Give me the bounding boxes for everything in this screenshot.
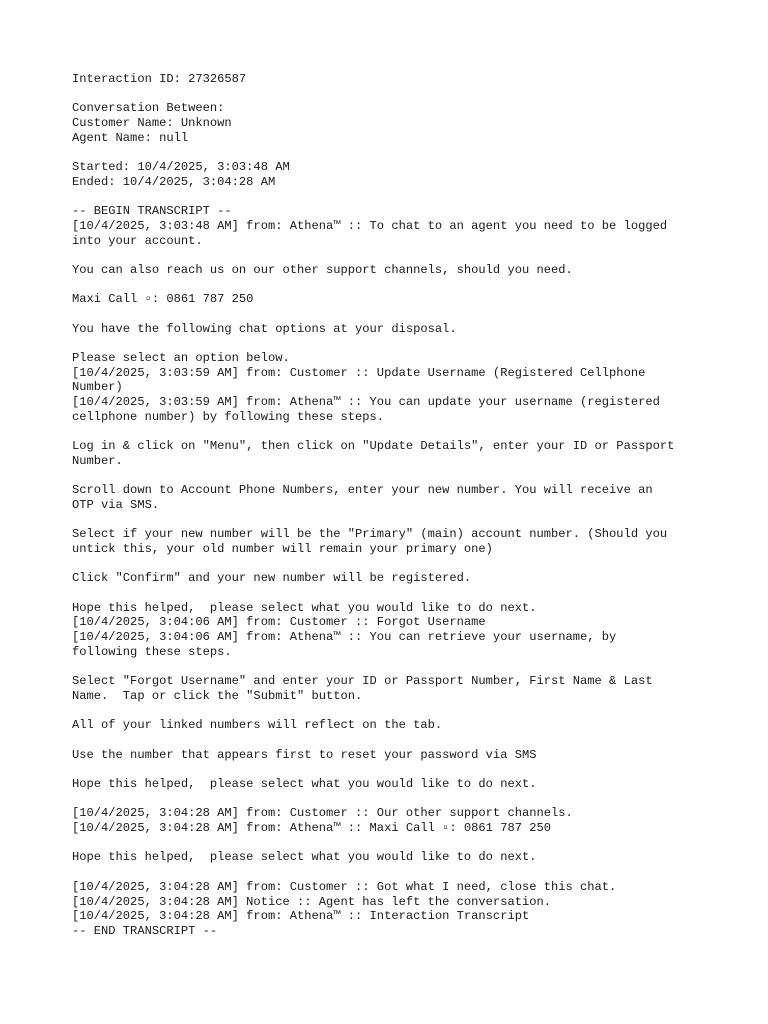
transcript-line: [10/4/2025, 3:04:06 AM] from: Athena™ :: You can retrieve your username, by	[72, 630, 617, 645]
transcript-line	[72, 704, 712, 719]
transcript-begin-marker: -- BEGIN TRANSCRIPT --	[72, 204, 232, 219]
transcript-line: Maxi Call ▫: 0861 787 250	[72, 292, 254, 307]
transcript-line: cellphone number) by following these steps.	[72, 409, 385, 424]
transcript-line: [10/4/2025, 3:03:48 AM] from: Athena™ :: To chat to an agent you need to be logged	[72, 218, 668, 233]
interaction-id: Interaction ID: 27326587	[72, 72, 247, 86]
transcript-line: Number)	[72, 380, 123, 395]
transcript-line	[72, 733, 712, 748]
transcript-line: [10/4/2025, 3:03:59 AM] from: Athena™ :: You can update your username (registered	[72, 395, 660, 410]
transcript-line: Number.	[72, 453, 123, 468]
agent-name: Agent Name: null	[72, 130, 189, 145]
transcript-line: OTP via SMS.	[72, 497, 160, 512]
transcript-line: following these steps.	[72, 644, 232, 659]
transcript-line	[72, 425, 712, 440]
spacer	[72, 145, 712, 160]
spacer	[72, 190, 712, 205]
transcript-line: [10/4/2025, 3:04:28 AM] from: Customer :: Our other support channels.	[72, 806, 573, 821]
transcript-end-marker: -- END TRANSCRIPT --	[72, 923, 218, 938]
transcript-line: Hope this helped, please select what you would like to do next.	[72, 777, 537, 791]
customer-name: Customer Name: Unknown	[72, 116, 232, 131]
transcript-line	[72, 307, 712, 322]
transcript-line: into your account.	[72, 233, 203, 248]
transcript-line	[72, 278, 712, 293]
spacer	[72, 87, 712, 102]
transcript-line: All of your linked numbers will reflect on the tab.	[72, 718, 443, 733]
transcript-line: Use the number that appears first to reset your password via SMS	[72, 747, 537, 762]
transcript-line: [10/4/2025, 3:04:28 AM] from: Customer :: Got what I need, close this chat.	[72, 879, 617, 894]
ended-time: Ended: 10/4/2025, 3:04:28 AM	[72, 174, 276, 189]
transcript-line: You have the following chat options at your disposal.	[72, 321, 457, 336]
transcript-line: Scroll down to Account Phone Numbers, enter your new number. You will receive an	[72, 483, 653, 498]
transcript-line: Hope this helped, please select what you would like to do next.	[72, 850, 537, 865]
transcript-line	[72, 762, 712, 777]
transcript-line	[72, 836, 712, 851]
transcript-body	[72, 219, 712, 924]
transcript-line	[72, 586, 712, 601]
transcript-line: Select if your new number will be the "Primary" (main) account number. (Should you	[72, 527, 668, 542]
transcript-line: Hope this helped, please select what you would like to do next.	[72, 600, 537, 615]
transcript-line	[72, 557, 712, 572]
transcript-line: Name. Tap or click the "Submit" button.	[72, 688, 363, 703]
transcript-line	[72, 865, 712, 880]
transcript-line	[72, 248, 712, 263]
transcript-line: Log in & click on "Menu", then click on "Update Details", enter your ID or Passport	[72, 439, 675, 454]
transcript-line: [10/4/2025, 3:04:28 AM] Notice :: Agent has left the conversation.	[72, 894, 551, 909]
transcript-line: [10/4/2025, 3:04:28 AM] from: Athena™ :: Interaction Transcript	[72, 909, 530, 924]
transcript-line: Select "Forgot Username" and enter your ID or Passport Number, First Name & Last	[72, 674, 653, 689]
transcript-line	[72, 469, 712, 484]
transcript-line: [10/4/2025, 3:04:28 AM] from: Athena™ :: Maxi Call ▫: 0861 787 250	[72, 821, 551, 836]
transcript-line: Click "Confirm" and your new number will be registered.	[72, 571, 472, 586]
transcript-line	[72, 513, 712, 528]
transcript-line	[72, 336, 712, 351]
transcript-line: [10/4/2025, 3:03:59 AM] from: Customer :: Update Username (Registered Cellphone	[72, 365, 646, 380]
transcript-document	[72, 72, 712, 939]
conversation-between-label: Conversation Between:	[72, 101, 225, 116]
transcript-line: untick this, your old number will remain your primary one)	[72, 542, 493, 556]
transcript-line: [10/4/2025, 3:04:06 AM] from: Customer :: Forgot Username	[72, 615, 486, 630]
started-time: Started: 10/4/2025, 3:03:48 AM	[72, 160, 290, 175]
transcript-line: You can also reach us on our other support channels, should you need.	[72, 262, 573, 277]
transcript-line	[72, 660, 712, 675]
transcript-line: Please select an option below.	[72, 351, 290, 366]
transcript-line	[72, 792, 712, 807]
